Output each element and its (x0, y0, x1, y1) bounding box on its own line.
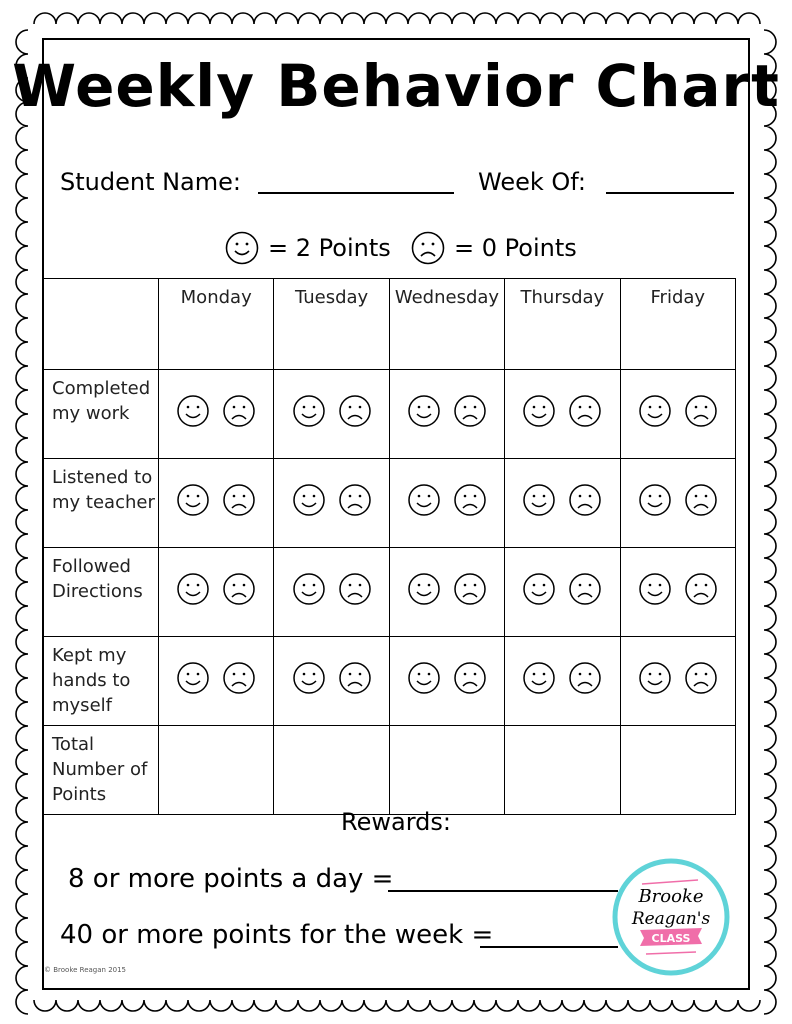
weekly-reward-label: 40 or more points for the week = (60, 920, 494, 950)
smile-face-icon[interactable] (638, 572, 672, 606)
behavior-row (43, 637, 736, 726)
day-cell (505, 548, 620, 637)
frown-face-icon[interactable] (568, 394, 602, 428)
row-label-line: my work (52, 403, 130, 424)
student-name-label: Student Name: (60, 168, 241, 196)
frown-face-icon[interactable] (222, 394, 256, 428)
day-header: Tuesday (274, 279, 389, 370)
frown-face-icon[interactable] (684, 661, 718, 695)
frown-face-icon[interactable] (568, 483, 602, 517)
total-label (43, 726, 159, 815)
daily-reward-label: 8 or more points a day = (68, 864, 394, 894)
day-cell (159, 548, 274, 637)
legend-smile (224, 228, 391, 268)
student-name-blank (258, 192, 454, 194)
row-label-line: Completed (52, 378, 151, 399)
total-cell[interactable] (505, 726, 620, 815)
day-cell (159, 459, 274, 548)
smile-face-icon[interactable] (407, 661, 441, 695)
total-cell[interactable] (620, 726, 735, 815)
smile-face-icon[interactable] (407, 394, 441, 428)
frown-face-icon[interactable] (684, 572, 718, 606)
frown-face-icon[interactable] (453, 572, 487, 606)
day-cell (159, 370, 274, 459)
row-label-line: Total (52, 734, 95, 755)
total-cell[interactable] (159, 726, 274, 815)
frown-face-icon[interactable] (568, 661, 602, 695)
total-cell[interactable] (389, 726, 504, 815)
frown-face-icon[interactable] (338, 483, 372, 517)
behavior-label (43, 548, 159, 637)
day-cell (620, 548, 735, 637)
smile-face-icon[interactable] (638, 483, 672, 517)
legend-frown (410, 228, 577, 268)
behavior-table (42, 278, 736, 815)
smile-face-icon[interactable] (407, 483, 441, 517)
smile-face-icon[interactable] (292, 483, 326, 517)
day-cell (389, 370, 504, 459)
day-cell (505, 637, 620, 726)
behavior-row (43, 370, 736, 459)
frown-face-icon[interactable] (338, 661, 372, 695)
logo-line1: Brooke (638, 886, 704, 907)
frown-face-icon[interactable] (568, 572, 602, 606)
daily-reward-blank (388, 890, 618, 892)
logo-line2: Reagan's (631, 909, 711, 929)
smile-face-icon[interactable] (407, 572, 441, 606)
smile-face-icon[interactable] (292, 661, 326, 695)
behavior-row (43, 548, 736, 637)
smile-face-icon[interactable] (522, 394, 556, 428)
row-label-line: Followed (52, 556, 131, 577)
row-label-line: Points (52, 784, 107, 805)
behavior-label (43, 459, 159, 548)
table-header-row (43, 279, 736, 370)
weekly-reward-blank (480, 946, 618, 948)
smile-face-icon[interactable] (522, 661, 556, 695)
corner-cell (43, 279, 159, 370)
brooke-reagan-logo (612, 858, 730, 976)
smile-face-icon[interactable] (176, 661, 210, 695)
logo-line3: CLASS (651, 932, 691, 945)
day-cell (274, 370, 389, 459)
smile-face-icon[interactable] (292, 572, 326, 606)
day-header: Friday (620, 279, 735, 370)
row-label-line: hands to (52, 670, 131, 691)
smile-face-icon[interactable] (638, 394, 672, 428)
smile-face-icon[interactable] (638, 661, 672, 695)
row-label-line: Number of (52, 759, 148, 780)
row-label-line: Kept my (52, 645, 127, 666)
legend-smile-text: = 2 Points (268, 234, 391, 262)
week-of-blank (606, 192, 734, 194)
frown-face-icon[interactable] (453, 394, 487, 428)
behavior-label (43, 637, 159, 726)
frown-face-icon[interactable] (222, 661, 256, 695)
frown-face-icon[interactable] (684, 394, 718, 428)
frown-face-icon[interactable] (338, 394, 372, 428)
day-cell (620, 459, 735, 548)
smile-face-icon[interactable] (176, 483, 210, 517)
smile-face-icon[interactable] (176, 394, 210, 428)
rewards-title: Rewards: (341, 808, 451, 836)
day-cell (159, 637, 274, 726)
row-label-line: my teacher (52, 492, 155, 513)
frown-face-icon[interactable] (222, 483, 256, 517)
day-cell (505, 370, 620, 459)
smile-face-icon[interactable] (522, 572, 556, 606)
behavior-label (43, 370, 159, 459)
frown-face-icon[interactable] (222, 572, 256, 606)
legend-frown-text: = 0 Points (454, 234, 577, 262)
day-cell (389, 459, 504, 548)
day-header: Monday (159, 279, 274, 370)
smile-face-icon[interactable] (292, 394, 326, 428)
week-of-label: Week Of: (478, 168, 586, 196)
behavior-row (43, 459, 736, 548)
day-header: Wednesday (389, 279, 504, 370)
day-header: Thursday (505, 279, 620, 370)
total-cell[interactable] (274, 726, 389, 815)
row-label-line: Directions (52, 581, 143, 602)
frown-face-icon[interactable] (684, 483, 718, 517)
page-title: Weekly Behavior Chart (12, 52, 780, 120)
frown-face-icon (410, 230, 446, 266)
copyright-text: © Brooke Reagan 2015 (44, 966, 127, 974)
day-cell (389, 637, 504, 726)
smile-face-icon[interactable] (522, 483, 556, 517)
total-row (43, 726, 736, 815)
day-cell (620, 637, 735, 726)
smile-face-icon (224, 230, 260, 266)
day-cell (274, 637, 389, 726)
row-label-line: Listened to (52, 467, 153, 488)
smile-face-icon[interactable] (176, 572, 210, 606)
day-cell (505, 459, 620, 548)
frown-face-icon[interactable] (453, 661, 487, 695)
day-cell (274, 548, 389, 637)
day-cell (620, 370, 735, 459)
frown-face-icon[interactable] (338, 572, 372, 606)
frown-face-icon[interactable] (453, 483, 487, 517)
day-cell (389, 548, 504, 637)
row-label-line: myself (52, 695, 112, 716)
day-cell (274, 459, 389, 548)
